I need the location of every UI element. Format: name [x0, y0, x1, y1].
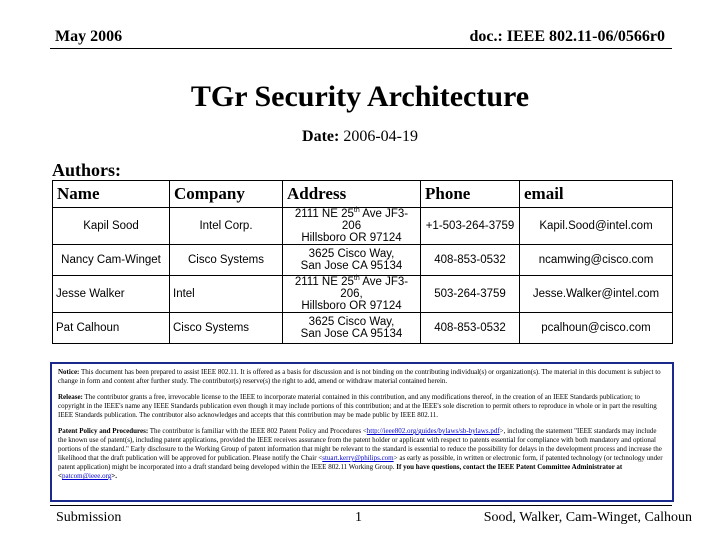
table-row	[53, 245, 673, 276]
author-address	[283, 276, 421, 313]
release-label: Release:	[58, 393, 83, 401]
header-date: May 2006	[55, 28, 123, 45]
address-line1: 3625 Cisco Way,	[308, 316, 395, 328]
author-phone: +1-503-264-3759	[421, 208, 520, 245]
chair-email-link[interactable]: stuart.kerry@philips.com	[322, 454, 394, 462]
address-line2: Hillsboro OR 97124	[301, 232, 402, 244]
notice-paragraph	[58, 368, 666, 386]
author-phone: 408-853-0532	[421, 245, 520, 276]
column-header-address: Address	[283, 181, 421, 208]
header-divider	[50, 48, 672, 49]
table-header-row	[53, 181, 673, 208]
author-address	[283, 313, 421, 344]
patent-text: >, including the statement "IEEE standards may include the known use of patent(s), including patent applications, provided the IEEE receives assurance from the patent holder or applicant with respect to patents essential for compliance with both mandatory and optional portions of the standard." Early disclosure to the Working Group of patent information that might be relevant to the standard is essential to reduce the possibility for delays in the development process and increase the likelihood that the draft publication will be approved for publication. Please notify the Chair <	[58, 427, 662, 462]
release-paragraph	[58, 393, 666, 420]
release-text: The contributor grants a free, irrevocable license to the IEEE to incorporate material contained in this contribution, and any modifications thereof, in the creation of an IEEE Standards publication; to copyright in the IEEE's name any IEEE Standards publication even though it may include portions of this contribution; and at the IEEE's sole discretion to permit others to reproduce in whole or in part the resulting IEEE Standards publication. The contributor also acknowledges and accepts that this contribution may be made public by IEEE 802.11.	[58, 393, 657, 419]
author-company: Intel	[170, 276, 283, 313]
author-name: Nancy Cam-Winget	[53, 245, 170, 276]
author-email: Kapil.Sood@intel.com	[520, 208, 673, 245]
column-header-company: Company	[170, 181, 283, 208]
author-address	[283, 245, 421, 276]
address-line1-rest: Ave JF3-206,	[340, 276, 409, 300]
patent-end-text: >.	[111, 472, 118, 480]
column-header-name: Name	[53, 181, 170, 208]
table-row	[53, 276, 673, 313]
patent-text: The contributor is familiar with the IEEE 802 Patent Policy and Procedures <	[148, 427, 367, 435]
date-line	[0, 128, 720, 146]
address-superscript: th	[353, 275, 360, 283]
address-line2: Hillsboro OR 97124	[301, 300, 402, 312]
address-line1: 2111 NE 25	[294, 276, 354, 288]
bylaws-link[interactable]: http://ieee802.org/guides/bylaws/sb-bylaws.pdf	[366, 427, 500, 435]
author-company: Intel Corp.	[170, 208, 283, 245]
author-company: Cisco Systems	[170, 245, 283, 276]
date-value: 2006-04-19	[343, 128, 418, 145]
table-row	[53, 208, 673, 245]
table-row	[53, 313, 673, 344]
patent-paragraph	[58, 427, 666, 481]
footer-authors: Sood, Walker, Cam-Winget, Calhoun	[483, 510, 692, 525]
footer-submission: Submission	[56, 510, 122, 525]
address-line1: 2111 NE 25	[294, 208, 354, 220]
author-email: pcalhoun@cisco.com	[520, 313, 673, 344]
author-phone: 408-853-0532	[421, 313, 520, 344]
author-name: Jesse Walker	[53, 276, 170, 313]
authors-label: Authors:	[52, 160, 122, 180]
patent-contact-text: If you have questions, contact the IEEE Patent Committee Administrator at <	[58, 463, 623, 480]
column-header-phone: Phone	[421, 181, 520, 208]
address-superscript: th	[353, 207, 360, 215]
address-line1: 3625 Cisco Way,	[308, 248, 395, 260]
column-header-email: email	[520, 181, 673, 208]
header-doc-id: doc.: IEEE 802.11-06/0566r0	[469, 28, 665, 45]
notice-text: This document has been prepared to assist IEEE 802.11. It is offered as a basis for discussion and is not binding on the contributing individual(s) or organization(s). The material in this document is subject to change in form and content after further study. The contributor(s) reserve(s) the right to add, amend or withdraw material contained herein.	[58, 368, 661, 385]
author-address	[283, 208, 421, 245]
notice-label: Notice:	[58, 368, 80, 376]
author-company: Cisco Systems	[170, 313, 283, 344]
author-name: Pat Calhoun	[53, 313, 170, 344]
address-line2: San Jose CA 95134	[300, 260, 403, 272]
patcom-email-link[interactable]: patcom@ieee.org	[62, 472, 112, 480]
date-label: Date:	[302, 128, 340, 145]
footer-page-number: 1	[355, 510, 362, 525]
address-line2: San Jose CA 95134	[300, 328, 403, 340]
author-name: Kapil Sood	[53, 208, 170, 245]
patent-text: > as early as possible, in written or electronic form, if patented technology (or technology under patent application) might be incorporated into a draft standard being developed within the IEEE 802.11 Working Group.	[58, 454, 663, 471]
author-email: Jesse.Walker@intel.com	[520, 276, 673, 313]
footer-divider	[50, 505, 672, 506]
address-line1-rest: Ave JF3-206	[341, 208, 409, 232]
authors-table	[52, 180, 673, 344]
author-phone: 503-264-3759	[421, 276, 520, 313]
ieee-notice-box	[50, 362, 674, 502]
author-email: ncamwing@cisco.com	[520, 245, 673, 276]
slide-title: TGr Security Architecture	[190, 80, 530, 113]
patent-label: Patent Policy and Procedures:	[58, 427, 149, 435]
